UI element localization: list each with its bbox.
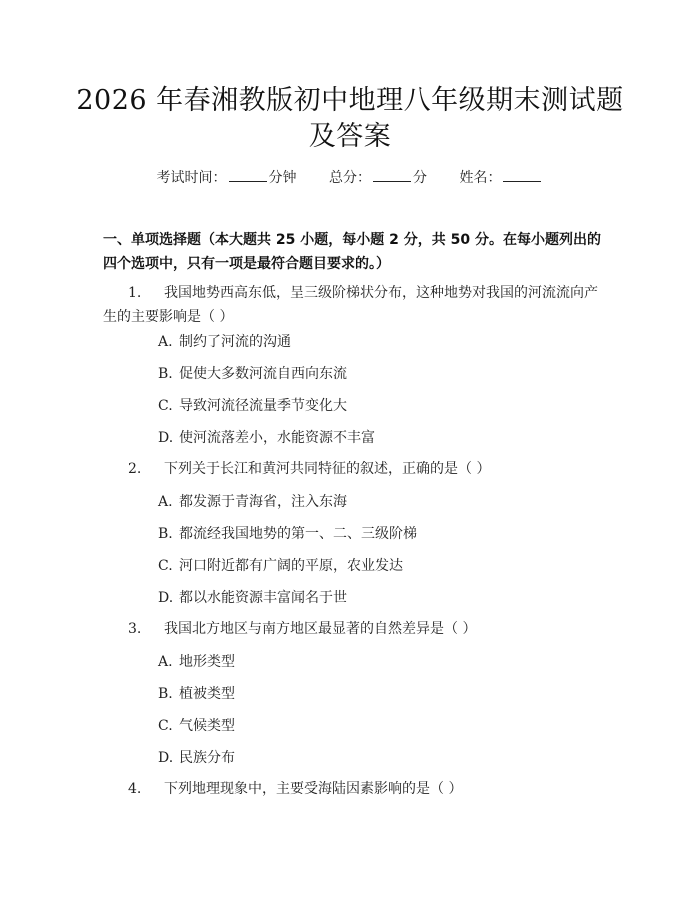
question-2-option-d (158, 588, 347, 608)
total-score-blank (373, 169, 411, 182)
question-1-option-b (158, 364, 347, 384)
option-label: D. (158, 430, 174, 446)
student-name-blank (503, 169, 541, 182)
question-2-option-c (158, 556, 403, 576)
question-2-option-b (158, 524, 417, 544)
question-3-option-b (158, 684, 235, 704)
option-text: 都流经我国地势的第一、二、三级阶梯 (179, 526, 417, 542)
option-text: 河口附近都有广阔的平原，农业发达 (179, 558, 403, 574)
option-label: C. (158, 558, 173, 574)
option-text: 都以水能资源丰富闻名于世 (179, 590, 347, 606)
question-1 (103, 281, 603, 329)
option-label: B. (158, 366, 173, 382)
question-number: 4. (128, 781, 142, 797)
exam-time-blank (229, 169, 267, 182)
question-number: 3. (128, 621, 142, 637)
question-text: 我国北方地区与南方地区最显著的自然差异是（ ） (164, 621, 477, 637)
option-text: 导致河流径流量季节变化大 (179, 398, 347, 414)
exam-info-line (0, 167, 700, 187)
exam-time-label: 考试时间： (156, 170, 227, 186)
question-1-option-a (158, 332, 291, 352)
question-3-option-a (158, 652, 235, 672)
option-text: 植被类型 (179, 686, 235, 702)
total-score-field (329, 167, 427, 187)
option-label: C. (158, 398, 173, 414)
option-label: B. (158, 526, 173, 542)
option-text: 使河流落差小，水能资源不丰富 (179, 430, 375, 446)
question-text: 我国地势西高东低，呈三级阶梯状分布，这种地势对我国的河流流向产生的主要影响是（ ） (103, 285, 598, 325)
student-name-label: 姓名： (459, 170, 502, 186)
total-score-label: 总分： (329, 170, 371, 186)
exam-time-unit: 分钟 (268, 170, 297, 186)
option-text: 制约了河流的沟通 (179, 334, 291, 350)
option-label: D. (158, 590, 174, 606)
question-number: 1. (128, 285, 142, 301)
question-number: 2. (128, 461, 142, 477)
option-text: 气候类型 (179, 718, 235, 734)
exam-title-line-2: 及答案 (308, 121, 392, 152)
question-text: 下列关于长江和黄河共同特征的叙述，正确的是（ ） (164, 461, 491, 477)
option-text: 都发源于青海省，注入东海 (179, 494, 347, 510)
total-score-unit: 分 (413, 170, 427, 186)
question-4 (103, 777, 603, 801)
option-text: 促使大多数河流自西向东流 (179, 366, 347, 382)
exam-time-field (157, 167, 297, 187)
exam-title-line-1: 2026 年春湘教版初中地理八年级期末测试题 (76, 85, 624, 116)
option-label: A. (158, 654, 173, 670)
option-label: B. (158, 686, 173, 702)
question-3 (103, 617, 603, 641)
question-3-option-c (158, 716, 235, 736)
student-name-field (459, 167, 543, 187)
question-text: 下列地理现象中，主要受海陆因素影响的是（ ） (164, 781, 463, 797)
option-text: 地形类型 (179, 654, 235, 670)
question-2-option-a (158, 492, 347, 512)
question-1-option-c (158, 396, 347, 416)
option-label: A. (158, 494, 173, 510)
option-label: C. (158, 718, 173, 734)
section-heading: 一、单项选择题（本大题共 25 小题，每小题 2 分，共 50 分。在每小题列出的四个选项中，只有一项是最符合题目要求的。） (103, 232, 601, 272)
question-3-option-d (158, 748, 235, 768)
option-label: D. (158, 750, 174, 766)
option-text: 民族分布 (179, 750, 235, 766)
question-2 (103, 457, 603, 481)
question-1-option-d (158, 428, 375, 448)
option-label: A. (158, 334, 173, 350)
